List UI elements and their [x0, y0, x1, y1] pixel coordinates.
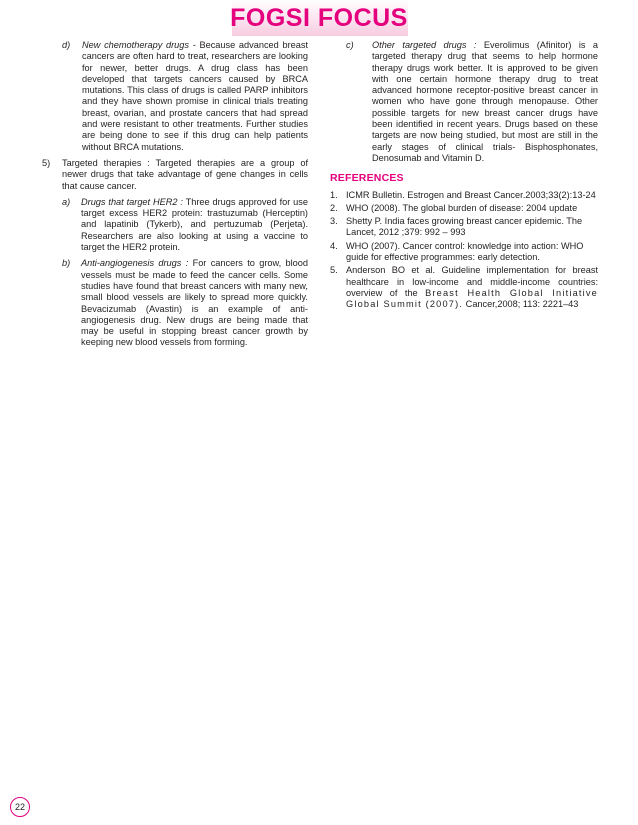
item-label: c)	[346, 40, 354, 50]
item-body	[372, 40, 598, 164]
item-label: d)	[62, 40, 71, 50]
item-title: Other targeted drugs :	[372, 40, 477, 50]
reference-text: Shetty P. India faces growing breast cancer epidemic. The Lancet, 2012 ;379: 992 – 993	[346, 216, 583, 238]
reference-text	[346, 265, 598, 310]
left-column	[42, 40, 308, 354]
item-text: Three drugs approved for use target excess HER2 protein: trastuzumab (Herceptin) and lapatinib (Tykerb), and pertuzumab (Perjeta). Researchers are also looking at using a vaccine to target the HER2 protein.	[81, 196, 308, 253]
reference-text: ICMR Bulletin. Estrogen and Breast Cancer.2003;33(2):13-24	[346, 189, 596, 200]
reference-number: 5.	[330, 265, 338, 276]
reference-number: 1.	[330, 189, 338, 200]
reference-text: WHO (2007). Cancer control: knowledge into action: WHO guide for effective programmes: early detection.	[346, 240, 584, 263]
item-body	[81, 258, 308, 348]
reference-item	[330, 203, 598, 214]
list-item-5	[42, 158, 308, 192]
item-title: Drugs that target HER2 :	[81, 196, 183, 207]
reference-text-part: Breast Health Global Initiative Global Summit (2007).	[346, 287, 598, 310]
reference-text-part: Anderson BO et al. Guideline implementation for breast healthcare in low-income and middle-income countries: overview of the	[346, 265, 598, 298]
item-title: New chemotherapy drugs	[82, 40, 189, 50]
right-column	[330, 40, 598, 313]
references-heading: REFERENCES	[330, 172, 404, 185]
reference-item	[330, 241, 598, 264]
item-title: Anti-angiogenesis drugs :	[81, 258, 189, 269]
item-text: For cancers to grow, blood vessels must be made to feed the cancer cells. Some studies have found that breast cancers with many new, small blood vessels are likely to spread more quickly. Bevacizumab (Avastin) is an example of anti-angiogenesis drug. New drugs are being made that may be useful in stopping breast cancer growth by keeping new blood vessels from forming.	[81, 258, 308, 348]
page-number: 22	[10, 797, 30, 817]
reference-number: 3.	[330, 216, 338, 227]
list-item-b	[42, 258, 308, 348]
reference-item	[330, 216, 598, 239]
item-text: Everolimus (Afinitor) is a targeted therapy drug that seems to help hormone therapy drugs work better. It is approved to be given with one certain hormone therapy drug to treat advanced hormone receptor-positive breast cancer in women who have gone through menopause. Other possible targets for new breast cancer drugs have been identified in recent years. Drugs based on these targets are now being studied, but most are still in the early stages of clinical trials- Bisphosphonates, Denosumab and Vitamin D.	[372, 40, 599, 163]
reference-text: WHO (2008). The global burden of disease: 2004 update	[346, 202, 578, 213]
reference-item	[330, 190, 598, 201]
reference-item	[330, 265, 598, 310]
item-text: Targeted therapies : Targeted therapies are a group of newer drugs that take advantage of gene changes in cells that cause cancer.	[62, 157, 308, 191]
item-label: b)	[62, 258, 71, 269]
reference-number: 2.	[330, 202, 338, 213]
reference-text-part: Cancer,2008; 113: 2221–43	[463, 299, 579, 310]
reference-number: 4.	[330, 240, 338, 251]
item-label: a)	[62, 196, 71, 207]
item-label: 5)	[42, 157, 51, 168]
item-body	[82, 40, 308, 153]
page-header-title: FOGSI FOCUS	[230, 4, 408, 32]
item-text: - Because advanced breast cancers are often hard to treat, researchers are looking for newer, better drugs. A drug class has been developed that targets cancers caused by BRCA mutations. This class of drugs is called PARP inhibitors and they have shown promise in clinical trials treating breast, ovarian, and prostate cancers that had spread and were resistant to other treatments. Further studies are being done to see if this drug can help patients without BRCA mutations.	[82, 40, 309, 152]
list-item-c	[330, 40, 598, 164]
item-body	[81, 197, 308, 253]
list-item-a	[42, 197, 308, 253]
list-item-d	[42, 40, 308, 153]
